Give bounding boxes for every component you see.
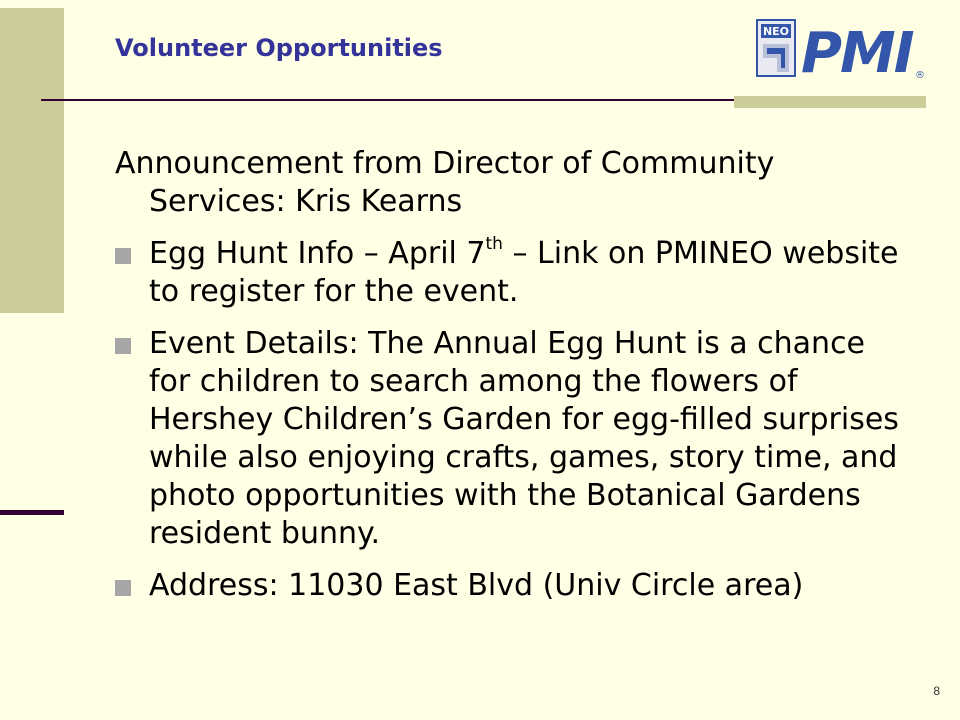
registered-mark: ® [915,70,925,80]
page-number: 8 [933,684,940,698]
bullet-square-icon [115,248,131,264]
bullet-text-after: – Link on PMINEO website to register for the event. [149,236,899,309]
slide-body [115,145,915,619]
ordinal-suffix: th [485,234,503,254]
bullet-square-icon [115,338,131,354]
slide-title: Volunteer Opportunities [115,34,443,62]
neo-logo-text: NEO [762,25,790,38]
pmi-neo-logo [755,16,925,80]
bullet-text-before: Egg Hunt Info – April 7 [149,236,486,271]
bullet-square-icon [115,580,131,596]
bullet-text: Event Details: The Annual Egg Hunt is a chance for children to search among the flowers of Hershey Children’s Garden for egg-filled surprises while also enjoying crafts, games, story time, and photo opportunities with the Botanical Gardens resident bunny. [149,326,899,551]
divider-accent [734,96,926,108]
side-accent-dash [0,510,64,515]
side-accent-bar [0,8,64,313]
intro-paragraph: Announcement from Director of Community Services: Kris Kearns [115,146,775,219]
bullet-text: Address: 11030 East Blvd (Univ Circle area) [149,568,804,603]
bullet-event-details [115,325,915,553]
bullet-egg-hunt-info [115,235,915,311]
pmi-logo-text: PMI [801,21,913,80]
bullet-address [115,567,915,605]
